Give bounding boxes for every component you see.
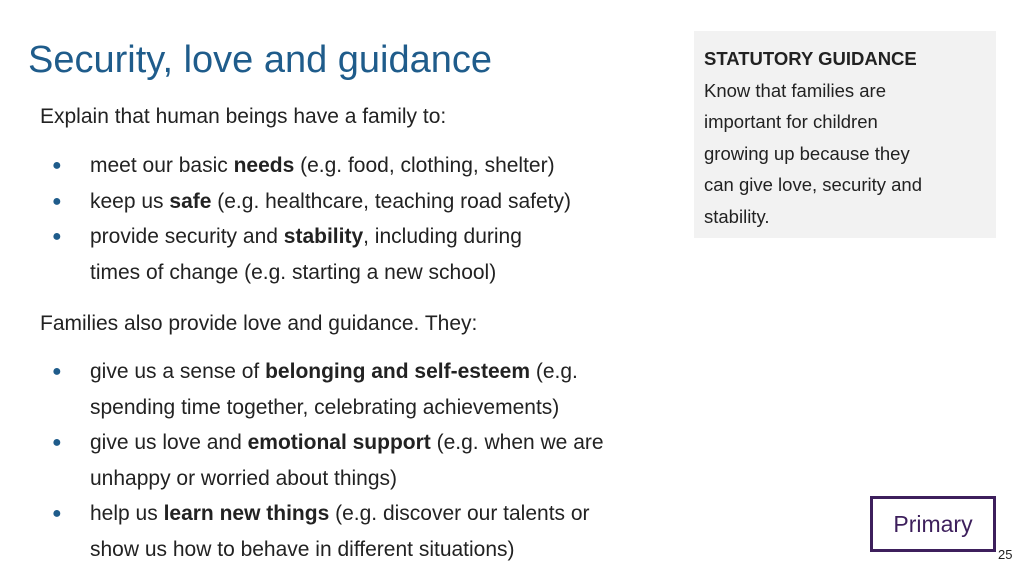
- intro-text-1: Explain that human beings have a family to:: [40, 105, 447, 128]
- item-text: (e.g.: [530, 360, 578, 383]
- item-keyword: safe: [169, 189, 212, 213]
- item-keyword: belonging and self-esteem: [265, 360, 530, 383]
- primary-badge: [870, 496, 996, 552]
- item-text: show us how to behave in different situations): [90, 537, 515, 561]
- bullet-icon: ●: [52, 192, 62, 210]
- item-keyword: emotional support: [247, 431, 431, 454]
- item-keyword: needs: [233, 154, 295, 177]
- item-text: (e.g. healthcare, teaching road safety): [211, 189, 571, 213]
- guidance-line: important for children: [704, 111, 878, 132]
- bullet-icon: ●: [52, 157, 62, 174]
- item-text: unhappy or worried about things): [90, 466, 398, 490]
- guidance-line: can give love, security and: [704, 174, 923, 195]
- bullet-icon: ●: [52, 228, 62, 245]
- item-text: help us: [90, 502, 164, 525]
- bullet-icon: ●: [52, 363, 62, 380]
- guidance-heading: STATUTORY GUIDANCE: [704, 48, 917, 69]
- intro-text-2: Families also provide love and guidance. They:: [40, 312, 478, 335]
- page-number: 25: [998, 547, 1013, 562]
- item-keyword: learn new things: [163, 502, 330, 525]
- item-text: (e.g. food, clothing, shelter): [294, 154, 555, 177]
- needs-list: [52, 148, 571, 290]
- bullet-icon: ●: [52, 434, 62, 451]
- item-text: (e.g. when we are: [430, 431, 604, 454]
- page-title: Security, love and guidance: [28, 39, 493, 81]
- bullet-icon: ●: [52, 505, 62, 522]
- item-text: provide security and: [90, 225, 284, 248]
- badge-label: Primary: [893, 510, 973, 537]
- item-text: , including during: [363, 225, 522, 248]
- list-item: [52, 425, 604, 496]
- list-item: [52, 219, 571, 290]
- list-item: [52, 148, 571, 184]
- item-text: keep us: [90, 189, 170, 213]
- item-text: (e.g. discover our talents or: [329, 502, 590, 525]
- item-keyword: stability: [283, 225, 364, 248]
- item-text: meet our basic: [90, 154, 234, 177]
- item-text: spending time together, celebrating achievements): [90, 395, 560, 419]
- statutory-guidance-box: [694, 31, 996, 238]
- love-list: [52, 354, 604, 567]
- item-text: give us a sense of: [90, 360, 266, 383]
- guidance-line: growing up because they: [704, 142, 910, 164]
- guidance-line: Know that families are: [704, 79, 887, 101]
- item-text: give us love and: [90, 431, 248, 454]
- list-item: [52, 184, 571, 220]
- list-item: [52, 354, 604, 425]
- list-item: [52, 496, 604, 567]
- item-text: times of change (e.g. starting a new school): [90, 260, 497, 284]
- guidance-line: stability.: [704, 205, 770, 227]
